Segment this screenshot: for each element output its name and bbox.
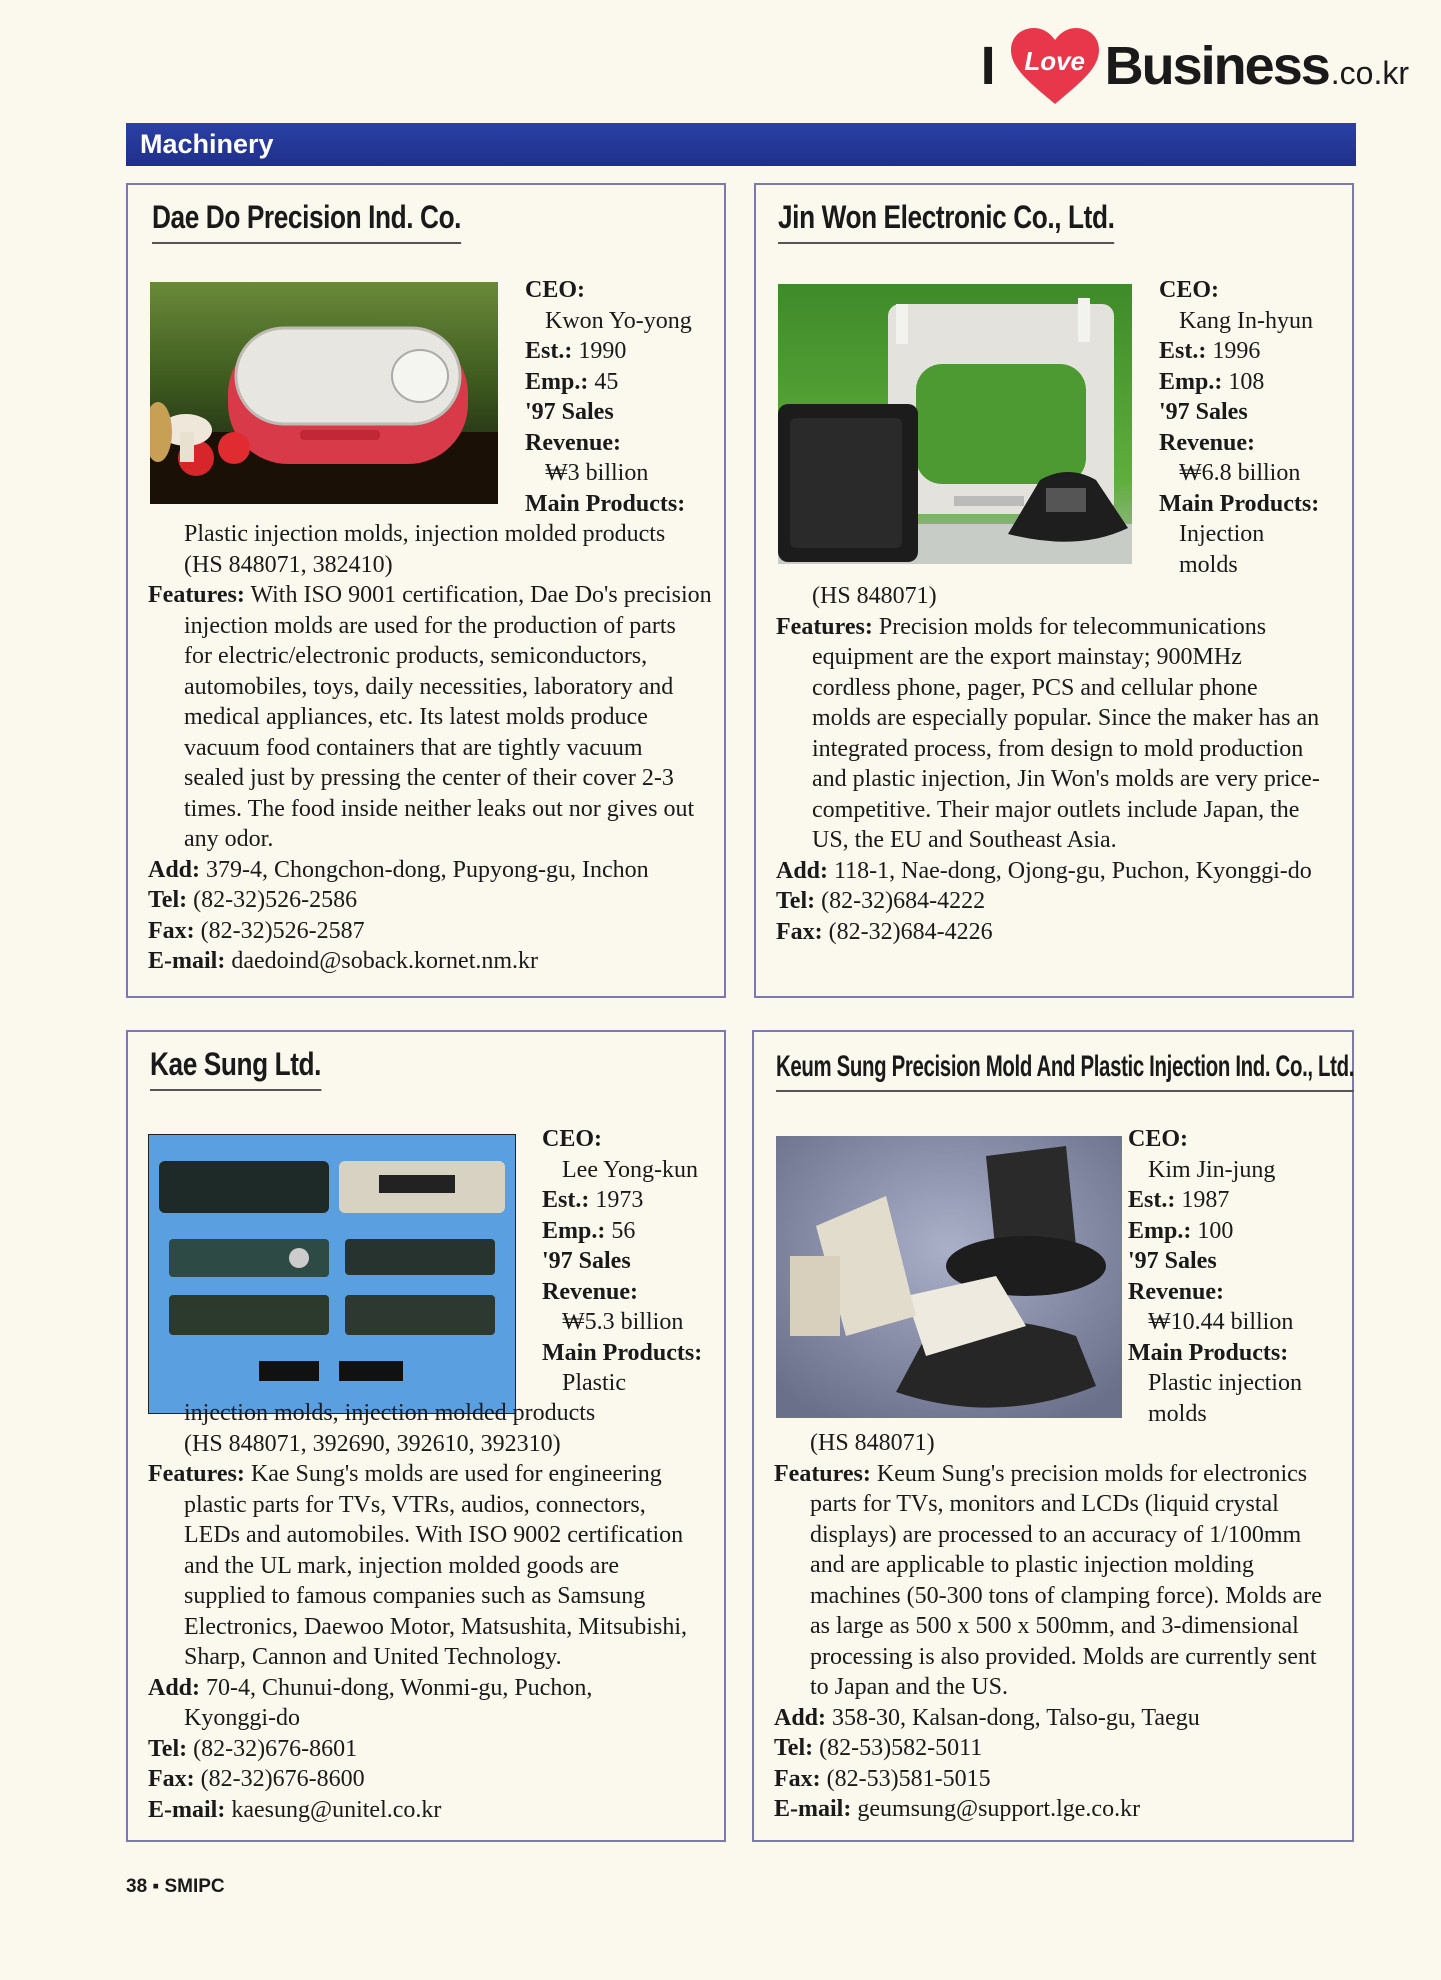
features-line: molds are especially popular. Since the maker has an <box>812 705 1320 731</box>
features-line: medical appliances, etc. Its latest molds produce <box>184 704 648 730</box>
products-label: Main Products: <box>1159 490 1320 517</box>
logo-domain: .co.kr <box>1330 54 1409 91</box>
products-hs: (HS 848071) <box>812 583 937 609</box>
company-info <box>525 275 725 519</box>
company-card-jinwon <box>754 183 1354 998</box>
tel-value: (82-53)582-5011 <box>819 1735 983 1761</box>
ceo-label: CEO: <box>1128 1126 1188 1152</box>
company-name: Keum Sung Precision Mold And Plastic Injection Ind. Co., Ltd. <box>776 1050 1354 1092</box>
features-line: vacuum food containers that are tightly vacuum <box>184 734 643 761</box>
products-hs: (HS 848071) <box>810 1430 935 1456</box>
tel-value: (82-32)684-4222 <box>821 888 986 914</box>
revenue-label: Revenue: <box>1159 429 1255 456</box>
section-header: Machinery <box>126 123 1356 166</box>
est-label: Est.: <box>525 338 573 364</box>
emp-value: 45 <box>594 368 619 395</box>
address-label: Add: <box>148 1674 201 1701</box>
product-photo <box>148 1134 516 1414</box>
products-line: (HS 848071, 382410) <box>184 551 393 578</box>
revenue-value: ₩6.8 billion <box>1179 460 1301 486</box>
address-value: 118-1, Nae-dong, Ojong-gu, Puchon, Kyonggi-do <box>834 857 1312 884</box>
emp-value: 56 <box>611 1217 636 1244</box>
revenue-label: Revenue: <box>525 429 621 456</box>
tel-value: (82-32)676-8601 <box>193 1735 358 1762</box>
company-card-kaesung <box>126 1030 726 1842</box>
est-value: 1973 <box>595 1187 644 1213</box>
heart-icon <box>1009 26 1101 106</box>
logo-brand: Business <box>1104 36 1329 96</box>
fax-label: Fax: <box>148 1766 195 1792</box>
fax-label: Fax: <box>774 1765 821 1792</box>
fax-value: (82-32)676-8600 <box>200 1766 365 1792</box>
company-info <box>542 1124 722 1399</box>
features-line: equipment are the export mainstay; 900MHz <box>812 644 1242 670</box>
features-label: Features: <box>774 1460 871 1487</box>
emp-label: Emp.: <box>1159 368 1223 395</box>
features-line: parts for TVs, monitors and LCDs (liquid crystal <box>810 1491 1279 1517</box>
est-label: Est.: <box>542 1187 590 1213</box>
est-value: 1996 <box>1212 338 1261 364</box>
features-line: US, the EU and Southeast Asia. <box>812 827 1117 853</box>
company-name: Kae Sung Ltd. <box>150 1046 321 1091</box>
ceo-label: CEO: <box>525 277 585 303</box>
ceo-label: CEO: <box>1159 277 1219 303</box>
ceo-value: Kang In-hyun <box>1179 307 1313 334</box>
features-line: integrated process, from design to mold production <box>812 735 1304 762</box>
page-number: 38 <box>126 1876 148 1897</box>
product-photo <box>778 284 1132 564</box>
revenue-value: ₩10.44 billion <box>1148 1309 1294 1335</box>
company-card-keumsung <box>752 1030 1354 1842</box>
company-info <box>1128 1124 1348 1429</box>
ceo-value: Kim Jin-jung <box>1148 1156 1276 1183</box>
company-body <box>776 581 1346 947</box>
features-text: With ISO 9001 certification, Dae Do's precision <box>250 582 712 608</box>
products-label: Main Products: <box>542 1339 703 1366</box>
email-label: E-mail: <box>148 1796 226 1823</box>
company-info <box>1159 275 1349 580</box>
features-line: and are applicable to plastic injection molding <box>810 1552 1254 1578</box>
address-value: 379-4, Chongchon-dong, Pupyong-gu, Inchon <box>206 856 649 883</box>
features-line: injection molds are used for the production of parts <box>184 612 676 639</box>
fax-value: (82-53)581-5015 <box>826 1765 991 1792</box>
sales-label: '97 Sales <box>1128 1248 1217 1274</box>
sales-label: '97 Sales <box>1159 399 1248 425</box>
features-line: and plastic injection, Jin Won's molds are very price- <box>812 766 1320 792</box>
features-line: displays) are processed to an accuracy of 1/100mm <box>810 1521 1302 1548</box>
ceo-value: Lee Yong-kun <box>562 1156 698 1183</box>
revenue-value: ₩3 billion <box>545 460 649 486</box>
emp-label: Emp.: <box>1128 1217 1192 1244</box>
features-line: plastic parts for TVs, VTRs, audios, connectors, <box>184 1491 646 1518</box>
emp-value: 108 <box>1228 368 1265 395</box>
features-line: and the UL mark, injection molded goods are <box>184 1552 619 1579</box>
features-line: to Japan and the US. <box>810 1674 1008 1700</box>
tel-label: Tel: <box>776 888 816 914</box>
products-line: (HS 848071, 392690, 392610, 392310) <box>184 1430 561 1457</box>
site-logo <box>981 26 1409 106</box>
features-line: supplied to famous companies such as Samsung <box>184 1583 646 1609</box>
email-label: E-mail: <box>148 948 226 974</box>
features-line: automobiles, toys, daily necessities, laboratory and <box>184 673 674 700</box>
tel-label: Tel: <box>774 1735 814 1761</box>
sales-label: '97 Sales <box>525 399 614 425</box>
logo-prefix: I <box>980 36 995 96</box>
product-photo <box>776 1136 1122 1418</box>
features-text: Keum Sung's precision molds for electronics <box>876 1460 1308 1487</box>
email-value: daedoind@soback.kornet.nm.kr <box>231 948 539 974</box>
products-line: Plastic injection <box>1148 1370 1302 1396</box>
sales-label: '97 Sales <box>542 1248 631 1274</box>
est-value: 1990 <box>578 338 627 364</box>
email-label: E-mail: <box>774 1796 852 1822</box>
revenue-value: ₩5.3 billion <box>562 1309 684 1335</box>
features-line: times. The food inside neither leaks out nor gives out <box>184 795 695 822</box>
products-label: Main Products: <box>1128 1339 1289 1366</box>
address-value: 70-4, Chunui-dong, Wonmi-gu, Puchon, <box>206 1674 593 1701</box>
footer-separator: ▪ <box>152 1876 160 1897</box>
emp-label: Emp.: <box>525 368 589 395</box>
features-label: Features: <box>148 1461 245 1487</box>
company-name: Dae Do Precision Ind. Co. <box>152 199 461 244</box>
revenue-label: Revenue: <box>542 1278 638 1305</box>
features-line: Electronics, Daewoo Motor, Matsushita, Mitsubishi, <box>184 1613 687 1640</box>
address-value: 358-30, Kalsan-dong, Talso-gu, Taegu <box>832 1704 1200 1731</box>
address-label: Add: <box>148 856 201 883</box>
features-label: Features: <box>776 613 873 640</box>
products-line: Injection <box>1179 521 1265 547</box>
ceo-label: CEO: <box>542 1126 602 1152</box>
page-footer <box>126 1876 225 1898</box>
products-line: injection molds, injection molded products <box>184 1400 596 1426</box>
features-line: cordless phone, pager, PCS and cellular phone <box>812 674 1258 701</box>
email-value: geumsung@support.lge.co.kr <box>857 1796 1141 1822</box>
features-line: any odor. <box>184 826 274 852</box>
features-line: for electric/electronic products, semiconductors, <box>184 643 648 669</box>
features-line: LEDs and automobiles. With ISO 9002 certification <box>184 1522 684 1548</box>
company-body <box>148 519 718 977</box>
product-photo <box>150 282 498 504</box>
features-line: as large as 500 x 500 x 500mm, and 3-dimensional <box>810 1613 1299 1639</box>
products-line: Plastic injection molds, injection molded products <box>184 521 666 547</box>
emp-value: 100 <box>1197 1217 1234 1244</box>
company-body <box>148 1398 718 1825</box>
products-line: Plastic <box>562 1370 626 1396</box>
fax-label: Fax: <box>148 917 195 944</box>
emp-label: Emp.: <box>542 1217 606 1244</box>
fax-value: (82-32)684-4226 <box>828 918 993 945</box>
features-line: competitive. Their major outlets include Japan, the <box>812 796 1300 823</box>
features-line: processing is also provided. Molds are currently sent <box>810 1643 1317 1670</box>
revenue-label: Revenue: <box>1128 1278 1224 1305</box>
products-line: molds <box>1179 551 1238 578</box>
est-value: 1987 <box>1181 1187 1230 1213</box>
logo-heart-text: Love <box>1024 46 1085 76</box>
est-label: Est.: <box>1159 338 1207 364</box>
fax-value: (82-32)526-2587 <box>200 917 365 944</box>
est-label: Est.: <box>1128 1187 1176 1213</box>
company-name: Jin Won Electronic Co., Ltd. <box>778 199 1114 244</box>
fax-label: Fax: <box>776 918 823 945</box>
ceo-value: Kwon Yo-yong <box>545 307 692 334</box>
address-label: Add: <box>774 1704 827 1731</box>
products-line: molds <box>1148 1400 1207 1427</box>
company-body <box>774 1428 1349 1825</box>
tel-label: Tel: <box>148 887 188 913</box>
products-label: Main Products: <box>525 490 686 517</box>
features-line: sealed just by pressing the center of their cover 2-3 <box>184 765 674 791</box>
tel-label: Tel: <box>148 1735 188 1762</box>
features-text: Kae Sung's molds are used for engineering <box>250 1461 662 1487</box>
features-label: Features: <box>148 582 245 608</box>
address-cont: Kyonggi-do <box>184 1705 300 1731</box>
publication-name: SMIPC <box>164 1876 225 1897</box>
features-line: Sharp, Cannon and United Technology. <box>184 1644 562 1670</box>
email-value: kaesung@unitel.co.kr <box>231 1796 442 1823</box>
features-text: Precision molds for telecommunications <box>878 613 1267 640</box>
address-label: Add: <box>776 857 829 884</box>
company-card-daedo <box>126 183 726 998</box>
tel-value: (82-32)526-2586 <box>193 887 358 913</box>
features-line: machines (50-300 tons of clamping force). Molds are <box>810 1582 1322 1609</box>
